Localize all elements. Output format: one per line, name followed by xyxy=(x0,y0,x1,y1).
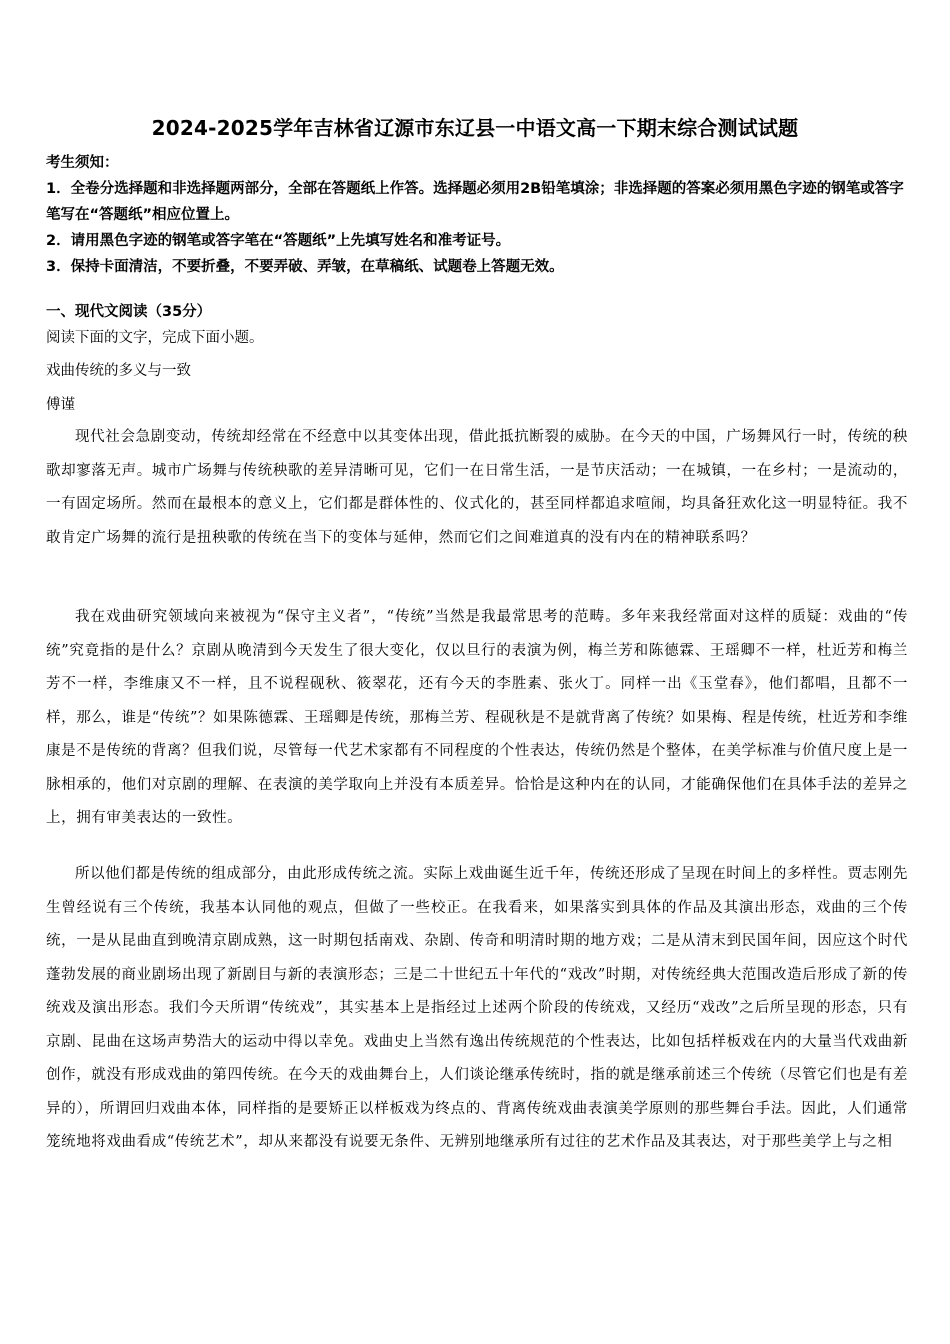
section-heading: 一、现代文阅读（35分） xyxy=(46,304,212,320)
article-author: 傅谨 xyxy=(46,397,75,413)
article-paragraph: 现代社会急剧变动，传统却经常在不经意中以其变体出现，借此抵抗断裂的威胁。在今天的中国，广场舞风行一时，传统的秧歌却寥落无声。城市广场舞与传统秧歌的差异清晰可见，它们一在日常生活，一是节庆活动；一在城镇，一在乡村；一是流动的，一有固定场所。然而在最根本的意义上，它们都是群体性的、仪式化的，甚至同样都追求喧闹，均具备狂欢化这一明显特征。我不敢肯定广场舞的流行是扭秧歌的传统在当下的变体与延伸，然而它们之间难道真的没有内在的精神联系吗？ xyxy=(46,429,908,546)
page-title: 2024-2025学年吉林省辽源市东辽县一中语文高一下期末综合测试试题 xyxy=(151,116,799,140)
reading-instruction: 阅读下面的文字，完成下面小题。 xyxy=(46,330,264,346)
notice-item: 3．保持卡面清洁，不要折叠，不要弄破、弄皱，在草稿纸、试题卷上答题无效。 xyxy=(46,259,564,275)
notice-heading: 考生须知： xyxy=(46,155,119,171)
notice-item: 2．请用黑色字迹的钢笔或答字笔在“答题纸”上先填写姓名和准考证号。 xyxy=(46,233,511,249)
article-paragraph: 所以他们都是传统的组成部分，由此形成传统之流。实际上戏曲诞生近千年，传统还形成了呈现在时间上的多样性。贾志刚先生曾经说有三个传统，我基本认同他的观点，但做了一些校正。在我看来，如果落实到具体的作品及其演出形态，戏曲的三个传统，一是从昆曲直到晚清京剧成熟，这一时期包括南戏、杂剧、传奇和明清时期的地方戏；二是从清末到民国年间，因应这个时代蓬勃发展的商业剧场出现了新剧目与新的表演形态；三是二十世纪五十年代的“戏改”时期，对传统经典大范围改造后形成了新的传统戏及演出形态。我们今天所谓“传统戏”，其实基本上是指经过上述两个阶段的传统戏，又经历“戏改”之后所呈现的形态，只有京剧、昆曲在这场声势浩大的运动中得以幸免。戏曲史上当然有逸出传统规范的个性表达，比如包括样板戏在内的大量当代戏曲新创作，就没有形成戏曲的第四传统。在今天的戏曲舞台上，人们谈论继承传统时，指的就是继承前述三个传统（尽管它们也是有差异的），所谓回归戏曲本体，同样指的是要矫正以样板戏为终点的、背离传统戏曲表演美学原则的那些舞台手法。因此，人们通常笼统地将戏曲看成“传统艺术”，却从来都没有说要无条件、无辨别地继承所有过往的艺术作品及其表达，对于那些美学上与之相 xyxy=(46,866,908,1150)
notice-item: 1．全卷分选择题和非选择题两部分，全部在答题纸上作答。选择题必须用2B铅笔填涂；非选择题的答案必须用黑色字迹的钢笔或答字笔写在“答题纸”相应位置上。 xyxy=(46,181,904,223)
article-paragraph: 我在戏曲研究领域向来被视为“保守主义者”，“传统”当然是我最常思考的范畴。多年来我经常面对这样的质疑：戏曲的“传统”究竟指的是什么？京剧从晚清到今天发生了很大变化，仅以旦行的表演为例，梅兰芳和陈德霖、王瑶卿不一样，杜近芳和梅兰芳不一样，李维康又不一样，且不说程砚秋、筱翠花，还有今天的李胜素、张火丁。同样一出《玉堂春》，他们都唱，且都不一样，那么，谁是“传统”？如果陈德霖、王瑶卿是传统，那梅兰芳、程砚秋是不是就背离了传统？如果梅、程是传统，杜近芳和李维康是不是传统的背离？但我们说，尽管每一代艺术家都有不同程度的个性表达，传统仍然是个整体，在美学标准与价值尺度上是一脉相承的，他们对京剧的理解、在表演的美学取向上并没有本质差异。恰恰是这种内在的认同，才能确保他们在具体手法的差异之上，拥有审美表达的一致性。 xyxy=(46,609,908,826)
article-title: 戏曲传统的多义与一致 xyxy=(46,363,191,379)
exam-notice xyxy=(46,150,916,280)
